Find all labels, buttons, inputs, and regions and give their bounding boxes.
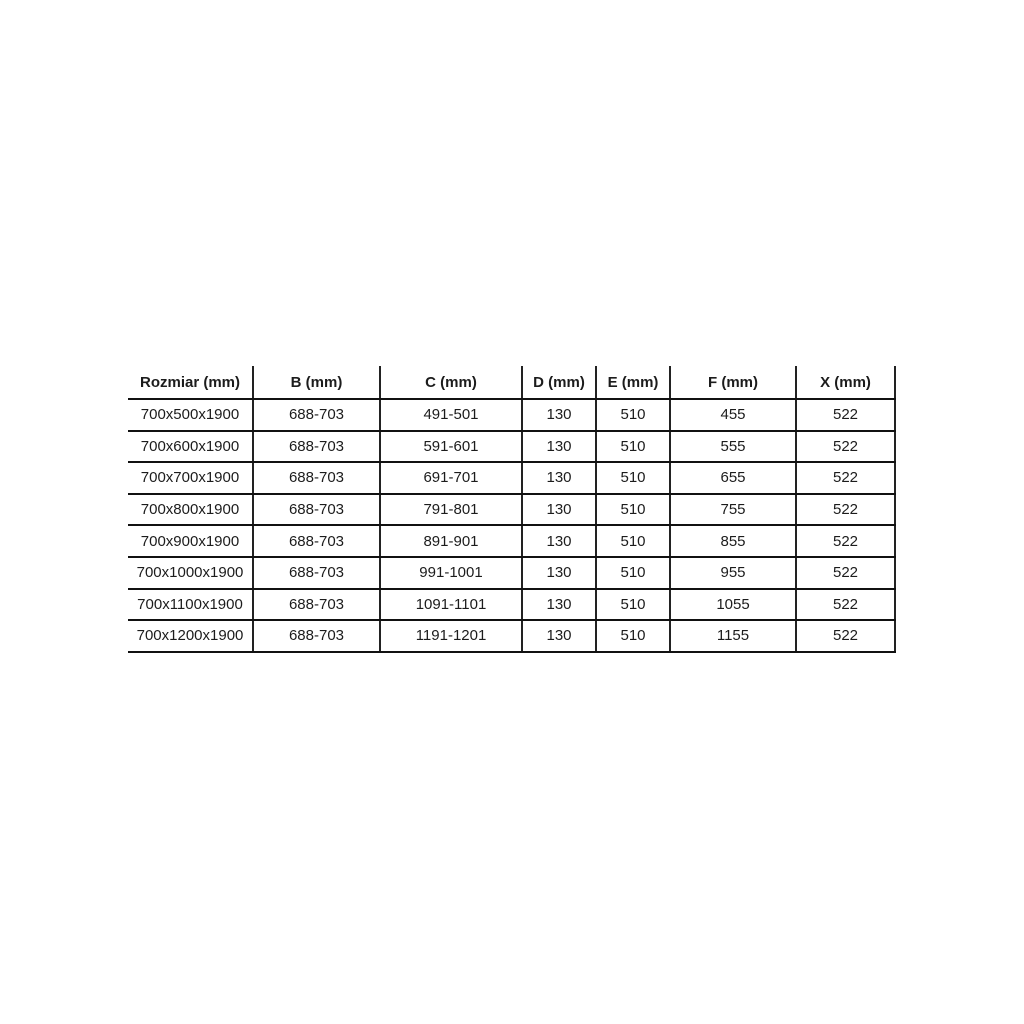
table-cell: 522: [796, 557, 895, 589]
table-cell: 1191-1201: [380, 620, 522, 652]
table-cell: 522: [796, 494, 895, 526]
table-cell: 510: [596, 557, 670, 589]
table-cell: 691-701: [380, 462, 522, 494]
column-header: D (mm): [522, 366, 596, 399]
table-cell: 510: [596, 589, 670, 621]
column-header: Rozmiar (mm): [128, 366, 253, 399]
column-header: E (mm): [596, 366, 670, 399]
column-header: B (mm): [253, 366, 380, 399]
table-row: [128, 431, 895, 463]
table-cell: 955: [670, 557, 796, 589]
table-cell: 991-1001: [380, 557, 522, 589]
table-cell: 700x1000x1900: [128, 557, 253, 589]
table-cell: 688-703: [253, 494, 380, 526]
table-cell: 130: [522, 557, 596, 589]
table-cell: 655: [670, 462, 796, 494]
table-cell: 510: [596, 494, 670, 526]
table-row: [128, 557, 895, 589]
table-cell: 130: [522, 399, 596, 431]
table-cell: 1155: [670, 620, 796, 652]
table-cell: 510: [596, 431, 670, 463]
table-row: [128, 494, 895, 526]
table-cell: 755: [670, 494, 796, 526]
header-row: [128, 366, 895, 399]
table-cell: 1091-1101: [380, 589, 522, 621]
table-cell: 510: [596, 525, 670, 557]
table-cell: 130: [522, 494, 596, 526]
table-cell: 1055: [670, 589, 796, 621]
column-header: X (mm): [796, 366, 895, 399]
table-cell: 688-703: [253, 462, 380, 494]
table-cell: 522: [796, 589, 895, 621]
table-cell: 510: [596, 399, 670, 431]
table-cell: 855: [670, 525, 796, 557]
table-cell: 700x600x1900: [128, 431, 253, 463]
table-cell: 700x900x1900: [128, 525, 253, 557]
table-row: [128, 399, 895, 431]
table-row: [128, 525, 895, 557]
table-cell: 522: [796, 399, 895, 431]
table-header: [128, 366, 895, 399]
column-header: F (mm): [670, 366, 796, 399]
table-cell: 791-801: [380, 494, 522, 526]
table-cell: 688-703: [253, 399, 380, 431]
table-cell: 700x800x1900: [128, 494, 253, 526]
table-cell: 510: [596, 462, 670, 494]
table-cell: 688-703: [253, 431, 380, 463]
table-cell: 700x1200x1900: [128, 620, 253, 652]
table-cell: 455: [670, 399, 796, 431]
table-cell: 130: [522, 462, 596, 494]
table-row: [128, 620, 895, 652]
table-cell: 591-601: [380, 431, 522, 463]
dimensions-table: [128, 366, 896, 653]
table-body: [128, 399, 895, 652]
table-cell: 891-901: [380, 525, 522, 557]
table-cell: 688-703: [253, 589, 380, 621]
table-cell: 130: [522, 525, 596, 557]
table-cell: 555: [670, 431, 796, 463]
table-cell: 491-501: [380, 399, 522, 431]
table-cell: 130: [522, 620, 596, 652]
table-cell: 522: [796, 431, 895, 463]
table-cell: 510: [596, 620, 670, 652]
table-row: [128, 462, 895, 494]
table-cell: 688-703: [253, 525, 380, 557]
table-cell: 522: [796, 620, 895, 652]
table-row: [128, 589, 895, 621]
table-cell: 522: [796, 462, 895, 494]
table-cell: 688-703: [253, 557, 380, 589]
table-cell: 688-703: [253, 620, 380, 652]
table-cell: 130: [522, 431, 596, 463]
table-cell: 522: [796, 525, 895, 557]
table-cell: 700x500x1900: [128, 399, 253, 431]
column-header: C (mm): [380, 366, 522, 399]
table-cell: 130: [522, 589, 596, 621]
table-cell: 700x1100x1900: [128, 589, 253, 621]
table-cell: 700x700x1900: [128, 462, 253, 494]
